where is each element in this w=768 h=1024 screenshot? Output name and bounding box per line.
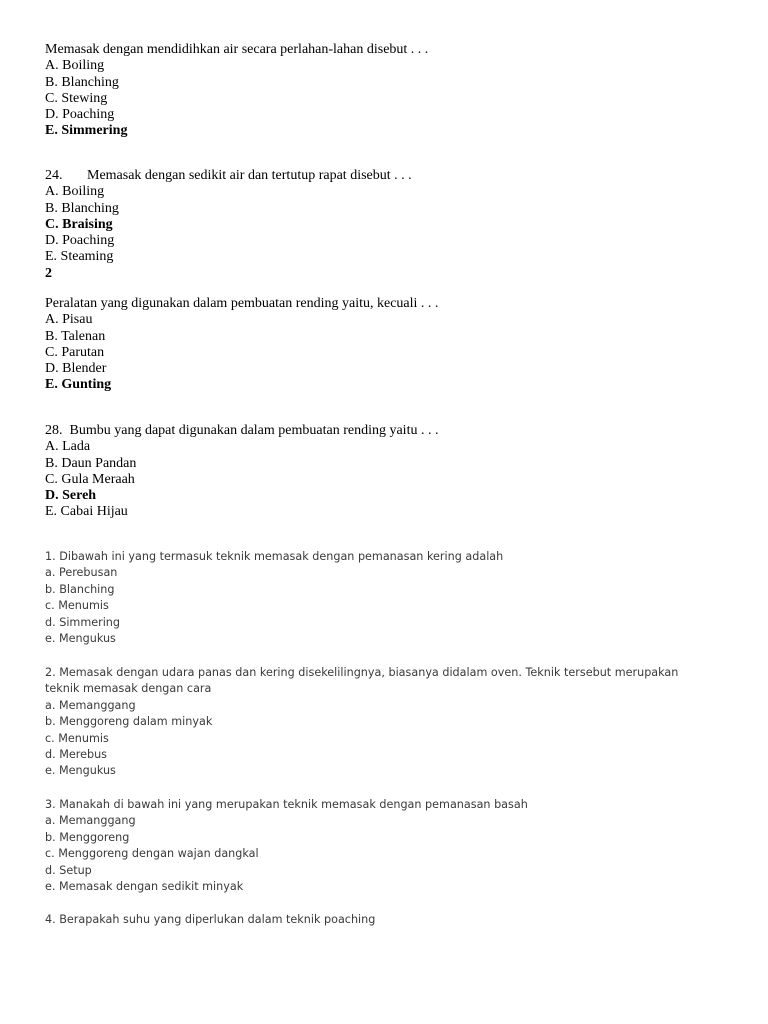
option-d: d. Simmering [45,615,121,629]
option-a: A. Boiling [45,58,105,74]
option-c: C. Gula Meraah [45,471,135,487]
option-b: b. Blanching [45,582,115,596]
stray-number: 2 [45,265,52,281]
question-text: Memasak dengan mendidihkan air secara perlahan-lahan disebut . . . [45,42,429,57]
option-d: d. Setup [45,863,92,877]
question-text: 1. Dibawah ini yang termasuk teknik memasak dengan pemanasan kering adalah [45,550,504,563]
option-d-answer: D. Sereh [45,488,97,504]
option-c: c. Menggoreng dengan wajan dangkal [45,847,259,861]
question-block-24 [45,168,735,282]
option-b: B. Blanching [45,74,119,90]
option-c: c. Menumis [45,599,109,613]
option-a: a. Memanggang [45,814,136,828]
option-b: B. Talenan [45,328,106,344]
question-block-28 [45,423,735,521]
option-e: e. Memasak dengan sedikit minyak [45,880,244,894]
option-d: d. Merebus [45,748,108,762]
option-a: A. Boiling [45,184,105,200]
option-a: A. Pisau [45,312,93,328]
option-e-answer: E. Simmering [45,123,128,139]
option-d: D. Blender [45,361,107,377]
question-number: 24. [45,168,63,183]
option-e: E. Steaming [45,249,114,265]
option-e: e. Mengukus [45,764,116,778]
option-b: b. Menggoreng [45,830,130,844]
question-line [45,168,735,184]
option-d: D. Poaching [45,107,115,123]
option-c-answer: C. Braising [45,216,113,232]
question-block-sans-1 [45,549,735,647]
question-block-sans-2 [45,665,705,780]
option-b: B. Blanching [45,200,119,216]
option-e-answer: E. Gunting [45,377,112,393]
question-text: 2. Memasak dengan udara panas dan kering disekelilingnya, biasanya didalam oven. Teknik tersebut merupakan teknik memasak dengan cara [45,666,679,696]
option-a: A. Lada [45,439,91,455]
option-e: E. Cabai Hijau [45,504,128,520]
option-c: C. Parutan [45,344,105,360]
question-text: 28. Bumbu yang dapat digunakan dalam pembuatan rending yaitu . . . [45,423,439,438]
question-text: 3. Manakah di bawah ini yang merupakan teknik memasak dengan pemanasan basah [45,798,528,811]
option-d: D. Poaching [45,233,115,249]
option-b: B. Daun Pandan [45,455,137,471]
option-e: e. Mengukus [45,632,116,646]
question-block-1 [45,42,735,140]
option-a: a. Perebusan [45,566,118,580]
question-block-peralatan [45,296,735,394]
question-text: Peralatan yang digunakan dalam pembuatan rending yaitu, kecuali . . . [45,296,439,311]
question-block-sans-4 [45,912,735,928]
question-block-sans-3 [45,797,735,895]
question-text: 4. Berapakah suhu yang diperlukan dalam teknik poaching [45,913,376,926]
question-text: Memasak dengan sedikit air dan tertutup rapat disebut . . . [87,168,412,183]
option-c: c. Menumis [45,731,109,745]
option-b: b. Menggoreng dalam minyak [45,715,213,729]
option-c: C. Stewing [45,90,108,106]
option-a: a. Memanggang [45,698,136,712]
